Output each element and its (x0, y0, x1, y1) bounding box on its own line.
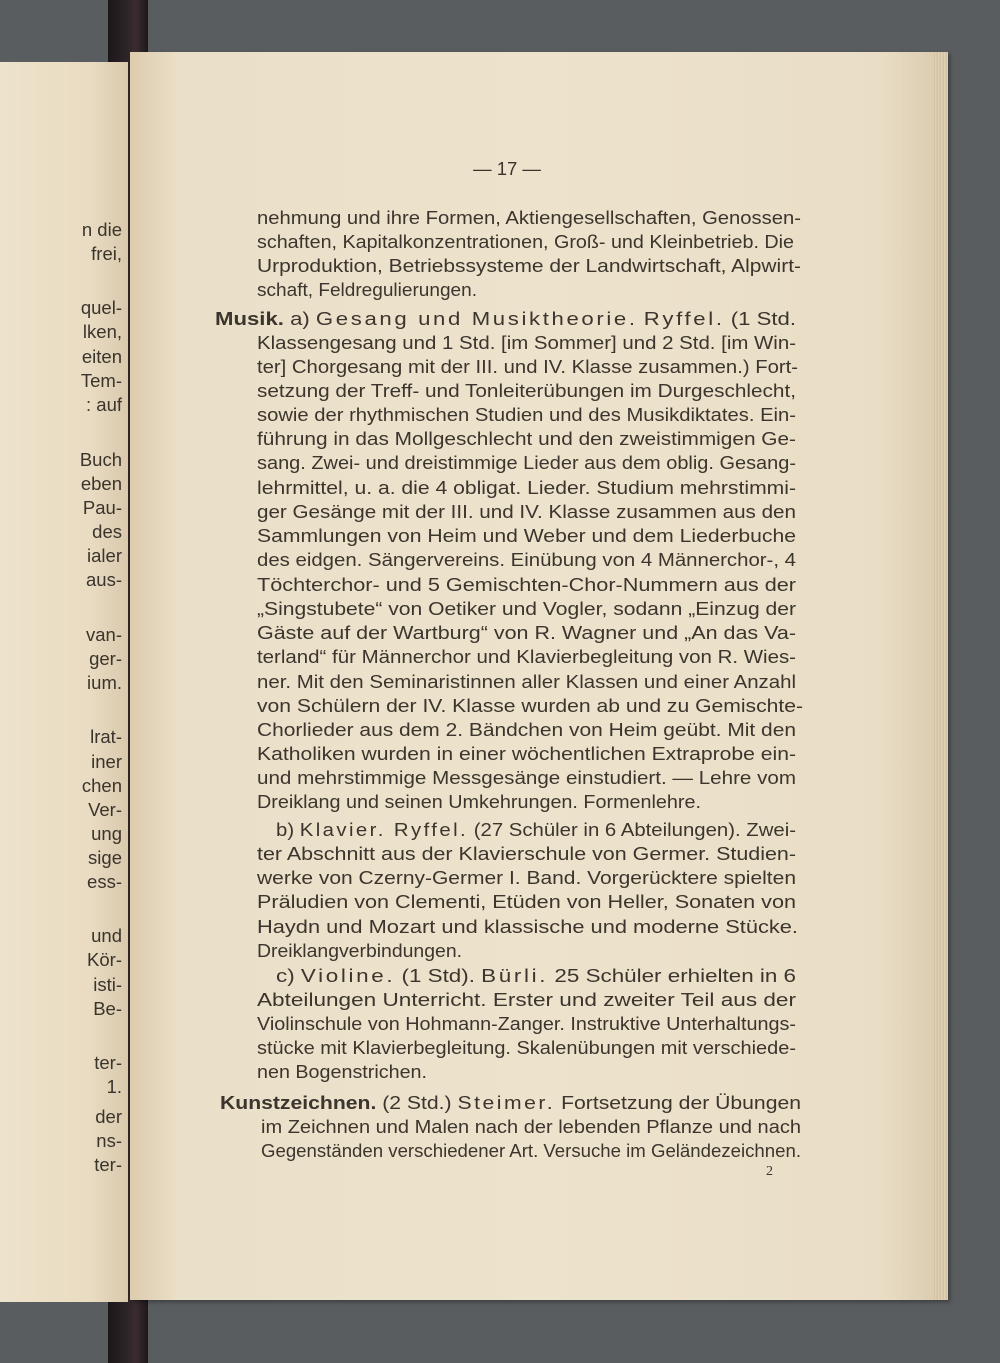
left-page-fragment: isti- (93, 974, 122, 995)
text-span: führung in das Mollgeschlecht und den zweistimmigen Ge- (257, 428, 796, 449)
left-page-fragment: 1. (106, 1076, 122, 1097)
text-span: Sammlungen von Heim und Weber und dem Liederbuche (257, 525, 796, 546)
page-edge (934, 52, 948, 1300)
text-line (257, 230, 794, 254)
left-page-fragment: frei, (91, 243, 122, 264)
text-span: im Zeichnen und Malen nach der lebenden Pflanze und nach (261, 1116, 801, 1137)
text-line (257, 670, 796, 694)
text-span: sowie der rhythmischen Studien und des Musikdiktates. Ein- (257, 404, 796, 425)
text-line (261, 1115, 801, 1139)
left-page-fragment: sige (88, 847, 122, 868)
text-span: ter Abschnitt aus der Klavierschule von Germer. Studien- (257, 843, 796, 864)
text-line (257, 451, 796, 475)
text-line (257, 866, 796, 890)
text-span: sang. Zwei- und dreistimmige Lieder aus dem oblig. Gesang- (257, 452, 796, 473)
left-page-fragment: Kör- (87, 949, 122, 970)
left-page-fragment: ialer (87, 545, 122, 566)
left-page-fragment: Tem- (80, 370, 122, 391)
text-line (276, 964, 796, 988)
text-span: des eidgen. Sängervereins. Einübung von 4 Männerchor-, 4 (257, 549, 796, 570)
left-page-fragment: des (92, 521, 122, 542)
left-page-fragment: aus- (86, 569, 122, 590)
text-span: Urproduktion, Betriebssysteme der Landwirtschaft, Alpwirt- (257, 255, 801, 276)
left-page-fragment: ium. (87, 672, 122, 693)
text-span: Gäste auf der Wartburg“ von R. Wagner und „An das Va- (257, 622, 796, 643)
text-span: Haydn und Mozart und klassische und moderne Stücke. (257, 916, 798, 937)
text-span: Abteilungen Unterricht. Erster und zweiter Teil aus der (257, 989, 796, 1010)
left-page-fragment: ung (91, 823, 122, 844)
left-page-fragment: eben (80, 473, 122, 494)
left-page-fragment: ns- (96, 1130, 122, 1151)
text-span: von Schülern der IV. Klasse wurden ab und zu Gemischte- (257, 695, 803, 716)
text-span: werke von Czerny-Germer I. Band. Vorgerücktere spielten (257, 867, 796, 888)
text-span: Dreiklangverbindungen. (257, 940, 462, 961)
text-line (257, 331, 796, 355)
text-line (257, 621, 796, 645)
text-span: a) (283, 308, 316, 329)
section-heading: Kunstzeichnen. (220, 1092, 377, 1113)
text-span: lehrmittel, u. a. die 4 obligat. Lieder. Studium mehrstimmi- (257, 477, 796, 498)
text-span: Gegenständen verschiedener Art. Versuche im Geländezeichnen. (261, 1140, 801, 1161)
text-line (257, 278, 477, 302)
text-span: Fortsetzung der Übungen (555, 1092, 801, 1113)
text-line (257, 842, 796, 866)
text-line (257, 742, 796, 766)
spaced-text: Ryffel. (643, 308, 725, 329)
text-span: Violinschule von Hohmann-Zanger. Instruktive Unterhaltungs- (257, 1013, 796, 1034)
text-span: schaften, Kapitalkonzentrationen, Groß- und Kleinbetrieb. Die (257, 231, 794, 252)
left-page-fragment: quel- (80, 297, 122, 318)
spaced-text: Klavier. Ryffel. (299, 819, 469, 840)
left-page-fragment: n die (81, 219, 122, 240)
left-page-fragment: Be- (93, 998, 122, 1019)
text-line (276, 818, 796, 842)
text-line (257, 1060, 427, 1084)
text-span: ger Gesänge mit der III. und IV. Klasse zusammen aus den (257, 501, 796, 522)
text-span: stücke mit Klavierbegleitung. Skalenübungen mit verschiede- (257, 1037, 796, 1058)
text-line (257, 206, 801, 230)
text-span: Dreiklang und seinen Umkehrungen. Formenlehre. (257, 791, 701, 812)
text-line (257, 988, 796, 1012)
left-page-fragment: Pau- (82, 497, 122, 518)
left-page-fragment: lrat- (90, 726, 122, 747)
left-page-fragment: und (91, 925, 122, 946)
left-page-fragment: der (95, 1106, 122, 1127)
text-span: Klassengesang und 1 Std. [im Sommer] und 2 Std. [im Win- (257, 332, 796, 353)
text-span: (27 Schüler in 6 Abteilungen). Zwei- (468, 819, 796, 840)
page-number: — 17 — (473, 158, 541, 179)
left-page-fragment: Ver- (88, 799, 122, 820)
text-span: setzung der Treff- und Tonleiterübungen im Durgeschlecht, (257, 380, 796, 401)
text-line (257, 379, 796, 403)
spaced-text: Violine. (300, 965, 396, 986)
left-page-fragment: Buch (79, 449, 122, 470)
left-page-fragment: ter- (94, 1154, 122, 1175)
text-span: 25 Schüler erhielten in 6 (548, 965, 796, 986)
text-line (257, 890, 796, 914)
text-span: Töchterchor- und 5 Gemischten-Chor-Nummern aus der (257, 574, 796, 595)
left-page-fragment: ess- (87, 871, 122, 892)
spaced-text: Bürli. (481, 965, 549, 986)
left-page-fragment: iner (91, 751, 122, 772)
signature-mark: 2 (766, 1164, 773, 1179)
spaced-text: Gesang und Musiktheorie. (315, 308, 638, 329)
text-line (257, 524, 796, 548)
text-span: (1 Std). (395, 965, 482, 986)
text-span: nen Bogenstrichen. (257, 1061, 427, 1082)
text-line (257, 1012, 796, 1036)
text-line (257, 597, 796, 621)
section-heading: Musik. (215, 308, 284, 329)
text-span: Katholiken wurden in einer wöchentlichen Extraprobe ein- (257, 743, 796, 764)
text-span: „Singstubete“ von Oetiker und Vogler, sodann „Einzug der (257, 598, 796, 619)
text-span: ter] Chorgesang mit der III. und IV. Klasse zusammen.) Fort- (257, 356, 798, 377)
text-span: terland“ für Männerchor und Klavierbegleitung von R. Wies- (257, 646, 796, 667)
text-span: b) (276, 819, 300, 840)
left-page-fragment: : auf (86, 394, 122, 415)
left-page-fragment: ger- (89, 648, 122, 669)
text-span: nehmung und ihre Formen, Aktiengesellschaften, Genossen- (257, 207, 801, 228)
text-line (261, 1139, 801, 1163)
text-line (257, 939, 462, 963)
text-line (257, 355, 798, 379)
text-line (257, 548, 796, 572)
text-span: c) (276, 965, 301, 986)
text-line (257, 1036, 796, 1060)
text-span: schaft, Feldregulierungen. (257, 279, 477, 300)
text-span: (2 Std.) (376, 1092, 458, 1113)
text-span: (1 Std. (724, 308, 796, 329)
left-page (0, 62, 128, 1302)
text-line (257, 573, 796, 597)
text-line (257, 694, 803, 718)
text-span: ner. Mit den Seminaristinnen aller Klassen und einer Anzahl (257, 671, 796, 692)
text-line (257, 790, 701, 814)
text-line (257, 254, 801, 278)
text-line (257, 500, 796, 524)
text-span: Chorlieder aus dem 2. Bändchen von Heim geübt. Mit den (257, 719, 796, 740)
text-line (257, 766, 796, 790)
text-line (257, 427, 796, 451)
text-line (257, 915, 798, 939)
spaced-text: Steimer. (457, 1092, 556, 1113)
text-line (257, 403, 796, 427)
left-page-fragment: chen (81, 775, 122, 796)
text-line (257, 718, 796, 742)
left-page-fragment: ter- (94, 1052, 122, 1073)
text-line (220, 1091, 801, 1115)
text-span: Präludien von Clementi, Etüden von Heller, Sonaten von (257, 891, 796, 912)
left-page-fragment: lken, (82, 321, 122, 342)
text-line (257, 476, 796, 500)
left-page-fragment: eiten (81, 346, 122, 367)
text-line (257, 645, 796, 669)
text-line (215, 307, 796, 331)
left-page-fragment: van- (86, 624, 122, 645)
text-span: und mehrstimmige Messgesänge einstudiert. — Lehre vom (257, 767, 796, 788)
